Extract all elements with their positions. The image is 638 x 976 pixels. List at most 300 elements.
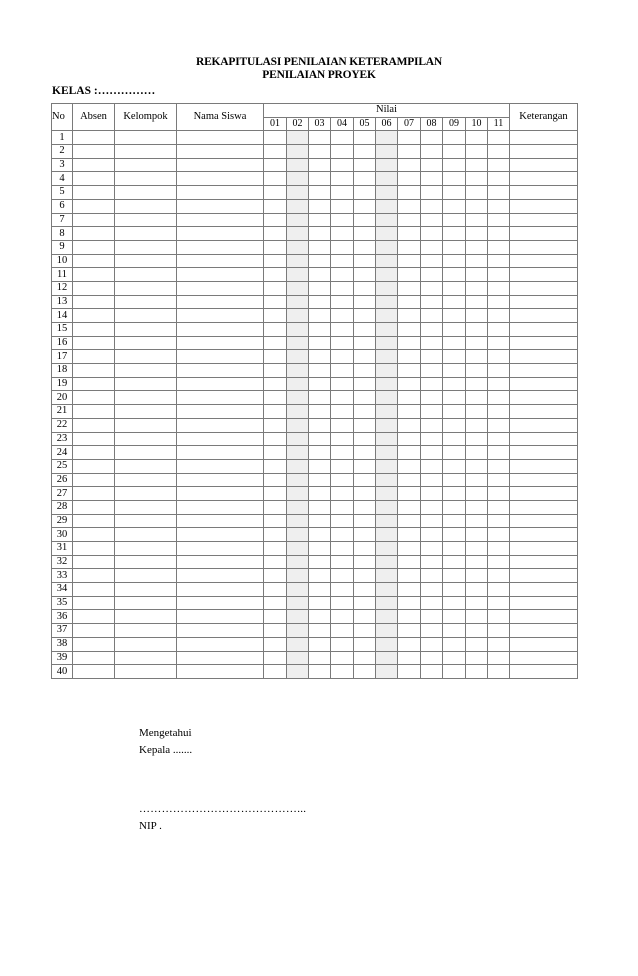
nilai-cell-10[interactable] xyxy=(466,350,488,364)
nilai-cell-10[interactable] xyxy=(466,158,488,172)
nilai-cell-02[interactable] xyxy=(287,199,309,213)
nilai-cell-08[interactable] xyxy=(421,240,443,254)
nilai-cell-10[interactable] xyxy=(466,172,488,186)
nilai-cell-10[interactable] xyxy=(466,610,488,624)
nilai-cell-09[interactable] xyxy=(443,555,466,569)
nilai-cell-04[interactable] xyxy=(331,555,354,569)
nilai-cell-06[interactable] xyxy=(376,542,398,556)
nilai-cell-10[interactable] xyxy=(466,583,488,597)
nilai-cell-01[interactable] xyxy=(264,350,287,364)
nilai-cell-04[interactable] xyxy=(331,637,354,651)
nilai-cell-03[interactable] xyxy=(309,309,331,323)
nilai-cell-05[interactable] xyxy=(354,309,376,323)
nilai-cell-10[interactable] xyxy=(466,186,488,200)
nilai-cell-02[interactable] xyxy=(287,432,309,446)
nilai-cell-05[interactable] xyxy=(354,405,376,419)
nilai-cell-04[interactable] xyxy=(331,131,354,145)
nilai-cell-04[interactable] xyxy=(331,172,354,186)
nilai-cell-10[interactable] xyxy=(466,199,488,213)
nilai-cell-02[interactable] xyxy=(287,131,309,145)
nilai-cell-08[interactable] xyxy=(421,158,443,172)
nilai-cell-09[interactable] xyxy=(443,131,466,145)
nama-siswa-cell[interactable] xyxy=(177,418,264,432)
nilai-cell-02[interactable] xyxy=(287,240,309,254)
keterangan-cell[interactable] xyxy=(510,240,578,254)
nilai-cell-10[interactable] xyxy=(466,569,488,583)
nilai-cell-05[interactable] xyxy=(354,323,376,337)
kelompok-cell[interactable] xyxy=(115,172,177,186)
nilai-cell-04[interactable] xyxy=(331,158,354,172)
nilai-cell-06[interactable] xyxy=(376,268,398,282)
keterangan-cell[interactable] xyxy=(510,651,578,665)
nilai-cell-09[interactable] xyxy=(443,323,466,337)
nilai-cell-03[interactable] xyxy=(309,624,331,638)
nama-siswa-cell[interactable] xyxy=(177,254,264,268)
nilai-cell-01[interactable] xyxy=(264,665,287,679)
keterangan-cell[interactable] xyxy=(510,309,578,323)
nilai-cell-01[interactable] xyxy=(264,432,287,446)
nilai-cell-07[interactable] xyxy=(398,651,421,665)
nama-siswa-cell[interactable] xyxy=(177,158,264,172)
nilai-cell-10[interactable] xyxy=(466,309,488,323)
nilai-cell-03[interactable] xyxy=(309,459,331,473)
nilai-cell-10[interactable] xyxy=(466,651,488,665)
keterangan-cell[interactable] xyxy=(510,131,578,145)
nilai-cell-01[interactable] xyxy=(264,569,287,583)
nilai-cell-07[interactable] xyxy=(398,350,421,364)
kelompok-cell[interactable] xyxy=(115,405,177,419)
nilai-cell-10[interactable] xyxy=(466,637,488,651)
nama-siswa-cell[interactable] xyxy=(177,596,264,610)
nilai-cell-07[interactable] xyxy=(398,418,421,432)
nilai-cell-02[interactable] xyxy=(287,610,309,624)
absen-cell[interactable] xyxy=(73,569,115,583)
nilai-cell-10[interactable] xyxy=(466,323,488,337)
nilai-cell-02[interactable] xyxy=(287,487,309,501)
nilai-cell-10[interactable] xyxy=(466,555,488,569)
nilai-cell-01[interactable] xyxy=(264,500,287,514)
nilai-cell-02[interactable] xyxy=(287,254,309,268)
keterangan-cell[interactable] xyxy=(510,186,578,200)
nilai-cell-02[interactable] xyxy=(287,596,309,610)
nilai-cell-01[interactable] xyxy=(264,336,287,350)
nilai-cell-05[interactable] xyxy=(354,199,376,213)
nilai-cell-04[interactable] xyxy=(331,350,354,364)
keterangan-cell[interactable] xyxy=(510,405,578,419)
absen-cell[interactable] xyxy=(73,459,115,473)
nilai-cell-05[interactable] xyxy=(354,542,376,556)
nilai-cell-09[interactable] xyxy=(443,418,466,432)
absen-cell[interactable] xyxy=(73,158,115,172)
nilai-cell-01[interactable] xyxy=(264,323,287,337)
nilai-cell-11[interactable] xyxy=(488,323,510,337)
nilai-cell-05[interactable] xyxy=(354,364,376,378)
nilai-cell-04[interactable] xyxy=(331,569,354,583)
keterangan-cell[interactable] xyxy=(510,555,578,569)
nilai-cell-08[interactable] xyxy=(421,418,443,432)
kelompok-cell[interactable] xyxy=(115,487,177,501)
absen-cell[interactable] xyxy=(73,651,115,665)
nilai-cell-10[interactable] xyxy=(466,145,488,159)
nilai-cell-10[interactable] xyxy=(466,624,488,638)
nilai-cell-01[interactable] xyxy=(264,637,287,651)
nilai-cell-11[interactable] xyxy=(488,542,510,556)
nilai-cell-05[interactable] xyxy=(354,637,376,651)
nama-siswa-cell[interactable] xyxy=(177,391,264,405)
nilai-cell-05[interactable] xyxy=(354,213,376,227)
nilai-cell-01[interactable] xyxy=(264,391,287,405)
kelompok-cell[interactable] xyxy=(115,651,177,665)
nilai-cell-01[interactable] xyxy=(264,514,287,528)
nilai-cell-08[interactable] xyxy=(421,624,443,638)
kelompok-cell[interactable] xyxy=(115,391,177,405)
nama-siswa-cell[interactable] xyxy=(177,665,264,679)
nilai-cell-07[interactable] xyxy=(398,514,421,528)
nilai-cell-11[interactable] xyxy=(488,186,510,200)
nilai-cell-02[interactable] xyxy=(287,391,309,405)
nilai-cell-08[interactable] xyxy=(421,610,443,624)
nilai-cell-04[interactable] xyxy=(331,432,354,446)
nilai-cell-07[interactable] xyxy=(398,158,421,172)
nilai-cell-01[interactable] xyxy=(264,596,287,610)
nilai-cell-05[interactable] xyxy=(354,569,376,583)
nilai-cell-04[interactable] xyxy=(331,418,354,432)
nilai-cell-09[interactable] xyxy=(443,405,466,419)
nilai-cell-06[interactable] xyxy=(376,350,398,364)
nilai-cell-10[interactable] xyxy=(466,418,488,432)
nilai-cell-09[interactable] xyxy=(443,281,466,295)
nilai-cell-06[interactable] xyxy=(376,405,398,419)
nilai-cell-07[interactable] xyxy=(398,596,421,610)
nilai-cell-06[interactable] xyxy=(376,145,398,159)
kelompok-cell[interactable] xyxy=(115,459,177,473)
keterangan-cell[interactable] xyxy=(510,158,578,172)
keterangan-cell[interactable] xyxy=(510,145,578,159)
nilai-cell-11[interactable] xyxy=(488,295,510,309)
nilai-cell-07[interactable] xyxy=(398,281,421,295)
nilai-cell-10[interactable] xyxy=(466,665,488,679)
nilai-cell-02[interactable] xyxy=(287,555,309,569)
nilai-cell-11[interactable] xyxy=(488,254,510,268)
nilai-cell-09[interactable] xyxy=(443,240,466,254)
nilai-cell-04[interactable] xyxy=(331,500,354,514)
nilai-cell-03[interactable] xyxy=(309,336,331,350)
nilai-cell-10[interactable] xyxy=(466,254,488,268)
kelompok-cell[interactable] xyxy=(115,377,177,391)
nilai-cell-11[interactable] xyxy=(488,610,510,624)
kelompok-cell[interactable] xyxy=(115,254,177,268)
nilai-cell-11[interactable] xyxy=(488,213,510,227)
nilai-cell-03[interactable] xyxy=(309,391,331,405)
nilai-cell-06[interactable] xyxy=(376,240,398,254)
nilai-cell-01[interactable] xyxy=(264,487,287,501)
kelompok-cell[interactable] xyxy=(115,281,177,295)
nilai-cell-11[interactable] xyxy=(488,350,510,364)
nilai-cell-08[interactable] xyxy=(421,199,443,213)
nilai-cell-05[interactable] xyxy=(354,555,376,569)
nilai-cell-01[interactable] xyxy=(264,186,287,200)
keterangan-cell[interactable] xyxy=(510,665,578,679)
kelompok-cell[interactable] xyxy=(115,555,177,569)
keterangan-cell[interactable] xyxy=(510,514,578,528)
nilai-cell-11[interactable] xyxy=(488,131,510,145)
keterangan-cell[interactable] xyxy=(510,637,578,651)
nilai-cell-03[interactable] xyxy=(309,500,331,514)
nilai-cell-07[interactable] xyxy=(398,145,421,159)
keterangan-cell[interactable] xyxy=(510,295,578,309)
nilai-cell-02[interactable] xyxy=(287,500,309,514)
nilai-cell-01[interactable] xyxy=(264,473,287,487)
nilai-cell-06[interactable] xyxy=(376,186,398,200)
nilai-cell-01[interactable] xyxy=(264,528,287,542)
kelompok-cell[interactable] xyxy=(115,323,177,337)
nama-siswa-cell[interactable] xyxy=(177,213,264,227)
nilai-cell-04[interactable] xyxy=(331,446,354,460)
nama-siswa-cell[interactable] xyxy=(177,555,264,569)
nilai-cell-04[interactable] xyxy=(331,268,354,282)
nilai-cell-08[interactable] xyxy=(421,336,443,350)
nilai-cell-07[interactable] xyxy=(398,172,421,186)
absen-cell[interactable] xyxy=(73,665,115,679)
absen-cell[interactable] xyxy=(73,131,115,145)
nilai-cell-06[interactable] xyxy=(376,514,398,528)
nilai-cell-11[interactable] xyxy=(488,665,510,679)
nilai-cell-07[interactable] xyxy=(398,186,421,200)
nama-siswa-cell[interactable] xyxy=(177,528,264,542)
keterangan-cell[interactable] xyxy=(510,446,578,460)
nilai-cell-10[interactable] xyxy=(466,542,488,556)
nilai-cell-02[interactable] xyxy=(287,281,309,295)
nilai-cell-05[interactable] xyxy=(354,131,376,145)
nilai-cell-07[interactable] xyxy=(398,227,421,241)
nilai-cell-10[interactable] xyxy=(466,227,488,241)
nilai-cell-11[interactable] xyxy=(488,555,510,569)
nilai-cell-04[interactable] xyxy=(331,227,354,241)
nilai-cell-05[interactable] xyxy=(354,624,376,638)
nilai-cell-05[interactable] xyxy=(354,459,376,473)
nilai-cell-11[interactable] xyxy=(488,405,510,419)
nilai-cell-10[interactable] xyxy=(466,336,488,350)
nilai-cell-04[interactable] xyxy=(331,213,354,227)
absen-cell[interactable] xyxy=(73,418,115,432)
nilai-cell-01[interactable] xyxy=(264,364,287,378)
nilai-cell-08[interactable] xyxy=(421,309,443,323)
nilai-cell-05[interactable] xyxy=(354,473,376,487)
nilai-cell-04[interactable] xyxy=(331,295,354,309)
nilai-cell-01[interactable] xyxy=(264,405,287,419)
nilai-cell-04[interactable] xyxy=(331,405,354,419)
nilai-cell-03[interactable] xyxy=(309,186,331,200)
keterangan-cell[interactable] xyxy=(510,391,578,405)
absen-cell[interactable] xyxy=(73,199,115,213)
nilai-cell-06[interactable] xyxy=(376,323,398,337)
nilai-cell-09[interactable] xyxy=(443,309,466,323)
nilai-cell-03[interactable] xyxy=(309,665,331,679)
nilai-cell-10[interactable] xyxy=(466,500,488,514)
nilai-cell-01[interactable] xyxy=(264,583,287,597)
nilai-cell-08[interactable] xyxy=(421,528,443,542)
nilai-cell-03[interactable] xyxy=(309,377,331,391)
nilai-cell-11[interactable] xyxy=(488,569,510,583)
nilai-cell-11[interactable] xyxy=(488,446,510,460)
kelompok-cell[interactable] xyxy=(115,528,177,542)
nilai-cell-02[interactable] xyxy=(287,569,309,583)
nilai-cell-03[interactable] xyxy=(309,295,331,309)
kelompok-cell[interactable] xyxy=(115,446,177,460)
nilai-cell-03[interactable] xyxy=(309,364,331,378)
nilai-cell-06[interactable] xyxy=(376,500,398,514)
keterangan-cell[interactable] xyxy=(510,281,578,295)
nama-siswa-cell[interactable] xyxy=(177,514,264,528)
nilai-cell-09[interactable] xyxy=(443,350,466,364)
nama-siswa-cell[interactable] xyxy=(177,364,264,378)
nilai-cell-09[interactable] xyxy=(443,336,466,350)
nilai-cell-09[interactable] xyxy=(443,528,466,542)
nilai-cell-08[interactable] xyxy=(421,364,443,378)
kelompok-cell[interactable] xyxy=(115,665,177,679)
nilai-cell-08[interactable] xyxy=(421,145,443,159)
nilai-cell-05[interactable] xyxy=(354,158,376,172)
nilai-cell-05[interactable] xyxy=(354,596,376,610)
absen-cell[interactable] xyxy=(73,323,115,337)
nilai-cell-01[interactable] xyxy=(264,542,287,556)
kelompok-cell[interactable] xyxy=(115,637,177,651)
nilai-cell-05[interactable] xyxy=(354,446,376,460)
nilai-cell-06[interactable] xyxy=(376,432,398,446)
nama-siswa-cell[interactable] xyxy=(177,131,264,145)
kelompok-cell[interactable] xyxy=(115,432,177,446)
nilai-cell-06[interactable] xyxy=(376,254,398,268)
nilai-cell-05[interactable] xyxy=(354,336,376,350)
nilai-cell-10[interactable] xyxy=(466,487,488,501)
nilai-cell-09[interactable] xyxy=(443,213,466,227)
nilai-cell-07[interactable] xyxy=(398,446,421,460)
nilai-cell-01[interactable] xyxy=(264,227,287,241)
nilai-cell-11[interactable] xyxy=(488,172,510,186)
nilai-cell-05[interactable] xyxy=(354,391,376,405)
nilai-cell-08[interactable] xyxy=(421,432,443,446)
nilai-cell-05[interactable] xyxy=(354,172,376,186)
nilai-cell-02[interactable] xyxy=(287,514,309,528)
keterangan-cell[interactable] xyxy=(510,624,578,638)
nilai-cell-08[interactable] xyxy=(421,131,443,145)
nama-siswa-cell[interactable] xyxy=(177,459,264,473)
keterangan-cell[interactable] xyxy=(510,473,578,487)
nilai-cell-05[interactable] xyxy=(354,665,376,679)
nilai-cell-11[interactable] xyxy=(488,514,510,528)
nama-siswa-cell[interactable] xyxy=(177,186,264,200)
nilai-cell-11[interactable] xyxy=(488,145,510,159)
kelompok-cell[interactable] xyxy=(115,145,177,159)
nilai-cell-02[interactable] xyxy=(287,665,309,679)
nilai-cell-03[interactable] xyxy=(309,350,331,364)
nilai-cell-05[interactable] xyxy=(354,432,376,446)
nilai-cell-02[interactable] xyxy=(287,350,309,364)
nilai-cell-10[interactable] xyxy=(466,213,488,227)
keterangan-cell[interactable] xyxy=(510,227,578,241)
kelompok-cell[interactable] xyxy=(115,542,177,556)
nilai-cell-09[interactable] xyxy=(443,542,466,556)
nilai-cell-06[interactable] xyxy=(376,377,398,391)
nilai-cell-05[interactable] xyxy=(354,487,376,501)
nilai-cell-06[interactable] xyxy=(376,610,398,624)
nilai-cell-03[interactable] xyxy=(309,637,331,651)
keterangan-cell[interactable] xyxy=(510,336,578,350)
nilai-cell-10[interactable] xyxy=(466,514,488,528)
nilai-cell-05[interactable] xyxy=(354,227,376,241)
nilai-cell-08[interactable] xyxy=(421,405,443,419)
nilai-cell-04[interactable] xyxy=(331,583,354,597)
nilai-cell-03[interactable] xyxy=(309,213,331,227)
nilai-cell-06[interactable] xyxy=(376,583,398,597)
nilai-cell-06[interactable] xyxy=(376,418,398,432)
nilai-cell-08[interactable] xyxy=(421,268,443,282)
nilai-cell-08[interactable] xyxy=(421,254,443,268)
absen-cell[interactable] xyxy=(73,268,115,282)
nama-siswa-cell[interactable] xyxy=(177,405,264,419)
nilai-cell-04[interactable] xyxy=(331,610,354,624)
nilai-cell-05[interactable] xyxy=(354,145,376,159)
kelompok-cell[interactable] xyxy=(115,350,177,364)
absen-cell[interactable] xyxy=(73,555,115,569)
nama-siswa-cell[interactable] xyxy=(177,432,264,446)
absen-cell[interactable] xyxy=(73,145,115,159)
keterangan-cell[interactable] xyxy=(510,569,578,583)
nilai-cell-08[interactable] xyxy=(421,377,443,391)
nilai-cell-01[interactable] xyxy=(264,446,287,460)
nilai-cell-05[interactable] xyxy=(354,514,376,528)
keterangan-cell[interactable] xyxy=(510,323,578,337)
nilai-cell-06[interactable] xyxy=(376,227,398,241)
kelompok-cell[interactable] xyxy=(115,227,177,241)
nilai-cell-08[interactable] xyxy=(421,295,443,309)
absen-cell[interactable] xyxy=(73,364,115,378)
nilai-cell-08[interactable] xyxy=(421,500,443,514)
nilai-cell-03[interactable] xyxy=(309,583,331,597)
nilai-cell-06[interactable] xyxy=(376,309,398,323)
nama-siswa-cell[interactable] xyxy=(177,199,264,213)
absen-cell[interactable] xyxy=(73,528,115,542)
absen-cell[interactable] xyxy=(73,596,115,610)
nilai-cell-08[interactable] xyxy=(421,281,443,295)
nilai-cell-03[interactable] xyxy=(309,651,331,665)
nama-siswa-cell[interactable] xyxy=(177,569,264,583)
nilai-cell-02[interactable] xyxy=(287,583,309,597)
nilai-cell-04[interactable] xyxy=(331,624,354,638)
absen-cell[interactable] xyxy=(73,610,115,624)
nilai-cell-07[interactable] xyxy=(398,610,421,624)
nilai-cell-11[interactable] xyxy=(488,309,510,323)
nilai-cell-02[interactable] xyxy=(287,446,309,460)
nilai-cell-09[interactable] xyxy=(443,227,466,241)
nama-siswa-cell[interactable] xyxy=(177,637,264,651)
nilai-cell-04[interactable] xyxy=(331,514,354,528)
keterangan-cell[interactable] xyxy=(510,596,578,610)
nilai-cell-11[interactable] xyxy=(488,364,510,378)
nilai-cell-04[interactable] xyxy=(331,323,354,337)
nilai-cell-11[interactable] xyxy=(488,637,510,651)
nilai-cell-11[interactable] xyxy=(488,487,510,501)
keterangan-cell[interactable] xyxy=(510,377,578,391)
nama-siswa-cell[interactable] xyxy=(177,624,264,638)
nilai-cell-08[interactable] xyxy=(421,473,443,487)
nilai-cell-05[interactable] xyxy=(354,295,376,309)
nilai-cell-03[interactable] xyxy=(309,596,331,610)
nilai-cell-06[interactable] xyxy=(376,391,398,405)
nilai-cell-11[interactable] xyxy=(488,227,510,241)
nilai-cell-11[interactable] xyxy=(488,583,510,597)
nilai-cell-02[interactable] xyxy=(287,364,309,378)
